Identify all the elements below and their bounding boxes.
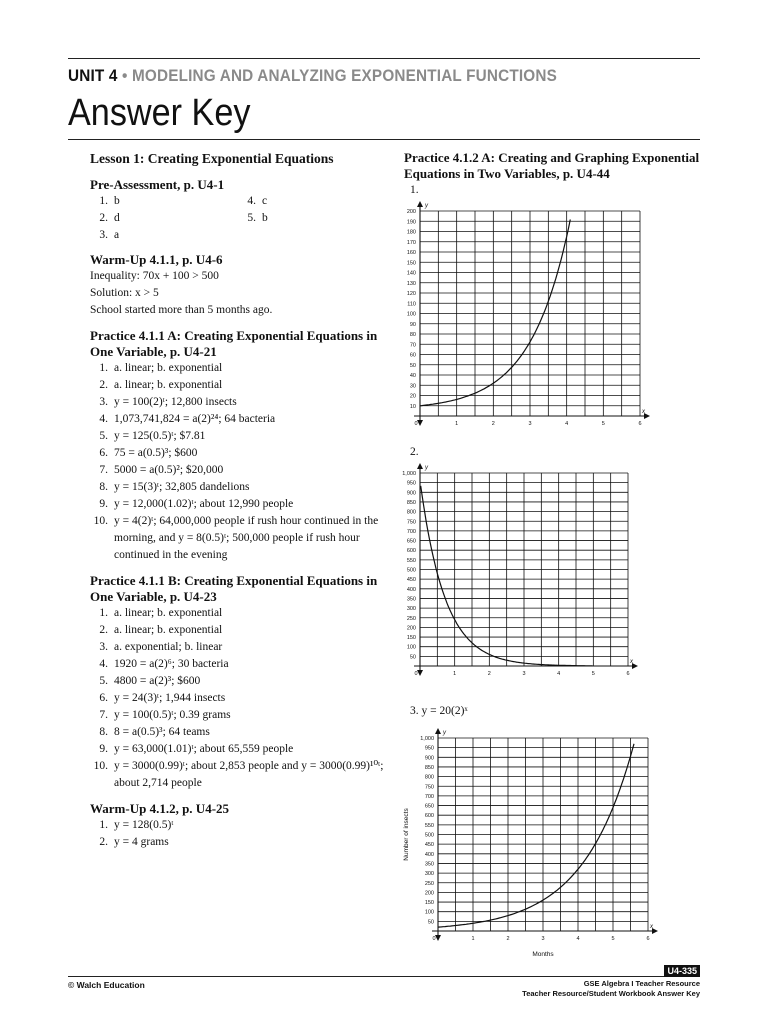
series-curve <box>438 744 634 927</box>
x-tick-label: 5 <box>601 421 605 427</box>
list-item <box>90 193 120 210</box>
y-tick-label: 550 <box>406 557 416 564</box>
page-number: U4-335 <box>664 965 700 977</box>
y-tick-label: 350 <box>406 596 416 603</box>
item-number: 2. <box>99 379 108 391</box>
item-number: 5. <box>99 675 108 687</box>
warmup-line: School started more than 5 months ago. <box>90 304 273 316</box>
item-number: 6. <box>99 447 108 459</box>
y-tick-label: 750 <box>406 519 416 526</box>
y-axis-name: y <box>443 730 446 736</box>
item-text: a <box>114 229 120 241</box>
item-number: 3. <box>99 229 108 241</box>
item-number: 1. <box>99 362 108 374</box>
footer-credits <box>522 979 700 999</box>
page-title: Answer Key <box>68 92 251 134</box>
graph-3-equation: y = 20(2)ˣ <box>421 705 468 717</box>
y-tick-label: 50 <box>409 362 416 369</box>
practice-411a-title: Practice 4.1.1 A: Creating Exponential Equations in One Variable, p. U4-21 <box>90 328 378 359</box>
list-item <box>90 462 390 479</box>
y-tick-label: 200 <box>406 209 416 215</box>
item-number: 8. <box>99 481 108 493</box>
right-column <box>404 150 704 182</box>
y-tick-label: 400 <box>406 586 416 593</box>
y-tick-label: 250 <box>424 880 434 887</box>
list-item <box>90 834 390 851</box>
y-tick-label: 200 <box>424 890 434 897</box>
item-text: 4800 = a(2)³; $600 <box>114 675 201 687</box>
y-tick-label: 50 <box>409 654 416 661</box>
y-tick-label: 1,000 <box>402 471 416 477</box>
warmup-411-title: Warm-Up 4.1.1, p. U4-6 <box>90 252 223 267</box>
y-tick-label: 140 <box>406 270 416 277</box>
y-tick-label: 600 <box>424 813 434 820</box>
graph-1-label: 1. <box>410 184 419 196</box>
item-text: y = 3000(0.99)ᵗ; about 2,853 people and y = 3000(0.99)¹⁰ᵗ; about 2,714 people <box>114 760 384 789</box>
warmup-412-list <box>90 817 390 851</box>
warmup-412-title: Warm-Up 4.1.2, p. U4-25 <box>90 801 230 816</box>
item-text: a. exponential; b. linear <box>114 641 223 653</box>
x-tick-label: 6 <box>626 671 630 677</box>
item-text: 1920 = a(2)⁶; 30 bacteria <box>114 658 229 670</box>
x-tick-label: 3 <box>528 421 532 427</box>
unit-heading <box>68 66 557 86</box>
y-tick-label: 600 <box>406 548 416 555</box>
list-item <box>90 639 390 656</box>
y-tick-label: 950 <box>424 745 434 752</box>
x-tick-label: 0 <box>414 671 418 677</box>
y-tick-label: 700 <box>424 793 434 800</box>
list-item <box>238 210 268 227</box>
item-number: 4. <box>247 195 256 207</box>
item-text: a. linear; b. exponential <box>114 362 223 374</box>
item-text: y = 125(0.5)ᵗ; $7.81 <box>114 430 206 442</box>
item-number: 1. <box>99 607 108 619</box>
item-text: y = 100(0.5)ᵗ; 0.39 grams <box>114 709 231 721</box>
list-item <box>90 656 390 673</box>
x-tick-label: 4 <box>576 936 580 942</box>
item-number: 4. <box>99 413 108 425</box>
y-tick-label: 50 <box>427 919 434 926</box>
y-axis-arrow-down <box>417 670 423 676</box>
y-tick-label: 450 <box>424 842 434 849</box>
list-item <box>90 513 390 564</box>
footer-line-2: Teacher Resource/Student Workbook Answer Key <box>522 989 700 998</box>
y-tick-label: 100 <box>424 909 434 916</box>
y-axis-arrow-down <box>435 935 441 941</box>
graph-3 <box>398 723 666 963</box>
list-item <box>90 360 390 377</box>
pre-assessment-list-2 <box>238 193 268 227</box>
y-tick-label: 1,000 <box>420 736 434 742</box>
practice-411b-list <box>90 605 390 792</box>
item-text: a. linear; b. exponential <box>114 379 223 391</box>
y-tick-label: 450 <box>406 577 416 584</box>
y-tick-label: 10 <box>409 403 416 410</box>
x-tick-label: 2 <box>506 936 510 942</box>
item-text: 75 = a(0.5)³; $600 <box>114 447 198 459</box>
x-tick-label: 4 <box>557 671 561 677</box>
y-tick-label: 80 <box>409 332 416 338</box>
y-axis-name: y <box>425 203 428 209</box>
item-text: a. linear; b. exponential <box>114 607 223 619</box>
item-number: 8. <box>99 726 108 738</box>
graph-2 <box>398 458 648 680</box>
copyright: © Walch Education <box>68 980 145 990</box>
item-number: 2. <box>99 624 108 636</box>
list-item <box>90 758 390 792</box>
list-item <box>90 411 390 428</box>
item-number: 3. <box>99 396 108 408</box>
x-axis-name: x <box>642 409 645 415</box>
left-column <box>90 150 390 851</box>
x-tick-label: 6 <box>638 421 642 427</box>
item-number: 9. <box>99 743 108 755</box>
y-tick-label: 700 <box>406 528 416 535</box>
warmup-line: Solution: x > 5 <box>90 287 159 299</box>
item-text: y = 24(3)ᵗ; 1,944 insects <box>114 692 226 704</box>
item-text: 5000 = a(0.5)²; $20,000 <box>114 464 224 476</box>
item-text: b <box>114 195 120 207</box>
item-text: y = 4 grams <box>114 836 169 848</box>
y-tick-label: 350 <box>424 861 434 868</box>
y-tick-label: 20 <box>409 393 416 400</box>
warmup-line: Inequality: 70x + 100 > 500 <box>90 270 219 282</box>
list-item <box>90 741 390 758</box>
item-number: 7. <box>99 709 108 721</box>
x-tick-label: 1 <box>471 936 475 942</box>
y-tick-label: 70 <box>409 342 416 349</box>
item-text: a. linear; b. exponential <box>114 624 223 636</box>
y-tick-label: 900 <box>406 490 416 497</box>
y-tick-label: 850 <box>406 499 416 506</box>
y-tick-label: 750 <box>424 784 434 791</box>
graph-3-label <box>410 705 468 717</box>
item-number: 10. <box>93 760 108 772</box>
x-axis-label: Months <box>532 951 554 958</box>
practice-412a-title: Practice 4.1.2 A: Creating and Graphing Exponential Equations in Two Variables, p. U4-44 <box>404 150 700 181</box>
x-tick-label: 3 <box>541 936 545 942</box>
y-tick-label: 550 <box>424 822 434 829</box>
y-tick-label: 500 <box>406 567 416 574</box>
footer-line-1: GSE Algebra I Teacher Resource <box>583 979 700 988</box>
x-tick-label: 0 <box>414 421 418 427</box>
x-tick-label: 3 <box>522 671 526 677</box>
list-item <box>90 428 390 445</box>
unit-title: MODELING AND ANALYZING EXPONENTIAL FUNCTIONS <box>131 66 557 85</box>
x-axis-name: x <box>630 659 633 665</box>
y-tick-label: 30 <box>409 383 416 390</box>
item-text: 8 = a(0.5)³; 64 teams <box>114 726 210 738</box>
x-tick-label: 6 <box>646 936 650 942</box>
list-item <box>90 496 390 513</box>
list-item <box>238 193 268 210</box>
x-axis-name: x <box>650 924 653 930</box>
pre-assessment-title: Pre-Assessment, p. U4-1 <box>90 177 225 192</box>
y-axis-arrow <box>417 201 423 207</box>
footer-rule <box>68 976 700 977</box>
list-item <box>90 707 390 724</box>
item-number: 5. <box>99 430 108 442</box>
y-tick-label: 150 <box>406 260 416 267</box>
item-text: y = 12,000(1.02)ᵗ; about 12,990 people <box>114 498 294 510</box>
graph-1 <box>398 196 656 436</box>
item-number: 1. <box>99 819 108 831</box>
list-item <box>90 394 390 411</box>
x-tick-label: 5 <box>611 936 615 942</box>
top-rule <box>68 58 700 59</box>
list-item <box>90 817 390 834</box>
y-tick-label: 160 <box>406 250 416 256</box>
item-text: y = 15(3)ᵗ; 32,805 dandelions <box>114 481 250 493</box>
y-axis-name: y <box>425 465 428 471</box>
y-tick-label: 300 <box>424 871 434 878</box>
practice-411b-title: Practice 4.1.1 B: Creating Exponential Equations in One Variable, p. U4-23 <box>90 573 378 604</box>
pre-assessment-answers <box>90 193 390 244</box>
y-axis-arrow <box>417 463 423 469</box>
x-tick-label: 4 <box>565 421 569 427</box>
item-number: 10. <box>93 515 108 527</box>
list-item <box>90 227 120 244</box>
y-tick-label: 950 <box>406 480 416 487</box>
warmup-411-lines <box>90 268 390 319</box>
y-tick-label: 150 <box>424 900 434 907</box>
y-tick-label: 850 <box>424 764 434 771</box>
y-tick-label: 60 <box>409 352 416 359</box>
y-tick-label: 150 <box>406 635 416 642</box>
y-tick-label: 800 <box>406 509 416 516</box>
y-tick-label: 100 <box>406 644 416 651</box>
item-number: 3. <box>99 641 108 653</box>
item-text: b <box>262 212 268 224</box>
y-tick-label: 200 <box>406 625 416 632</box>
x-tick-label: 0 <box>432 936 436 942</box>
y-tick-label: 130 <box>406 280 416 287</box>
y-tick-label: 110 <box>407 301 416 308</box>
item-number: 2. <box>99 212 108 224</box>
item-text: c <box>262 195 268 207</box>
y-tick-label: 800 <box>424 774 434 781</box>
lesson-title: Lesson 1: Creating Exponential Equations <box>90 151 334 166</box>
list-item <box>90 377 390 394</box>
x-tick-label: 1 <box>455 421 459 427</box>
series-curve <box>420 220 570 406</box>
title-rule <box>68 139 700 140</box>
list-item <box>90 622 390 639</box>
x-tick-label: 2 <box>487 671 491 677</box>
list-item <box>90 479 390 496</box>
y-axis-arrow-down <box>417 420 423 426</box>
item-text: y = 100(2)ᵗ; 12,800 insects <box>114 396 237 408</box>
unit-bullet: • <box>121 66 128 85</box>
graph-2-label: 2. <box>410 446 419 458</box>
graph-3-number: 3. <box>410 705 419 717</box>
y-tick-label: 40 <box>409 373 416 379</box>
item-text: y = 63,000(1.01)ᵗ; about 65,559 people <box>114 743 294 755</box>
item-number: 9. <box>99 498 108 510</box>
y-tick-label: 170 <box>406 239 416 246</box>
list-item <box>90 605 390 622</box>
y-tick-label: 250 <box>406 615 416 622</box>
item-number: 1. <box>99 195 108 207</box>
x-tick-label: 2 <box>491 421 495 427</box>
y-tick-label: 500 <box>424 832 434 839</box>
unit-number: UNIT 4 <box>68 66 118 85</box>
x-tick-label: 5 <box>591 671 595 677</box>
item-text: 1,073,741,824 = a(2)²⁴; 64 bacteria <box>114 413 276 425</box>
item-number: 2. <box>99 836 108 848</box>
y-tick-label: 120 <box>406 291 416 297</box>
item-number: 7. <box>99 464 108 476</box>
y-tick-label: 180 <box>406 229 416 236</box>
item-text: y = 128(0.5)ᵗ <box>114 819 174 831</box>
x-tick-label: 1 <box>453 671 457 677</box>
pre-assessment-list-1 <box>90 193 120 244</box>
list-item <box>90 690 390 707</box>
list-item <box>90 210 120 227</box>
item-text: d <box>114 212 120 224</box>
item-number: 4. <box>99 658 108 670</box>
item-number: 6. <box>99 692 108 704</box>
y-tick-label: 90 <box>409 321 416 328</box>
y-tick-label: 190 <box>406 219 416 226</box>
y-tick-label: 300 <box>406 606 416 613</box>
y-tick-label: 650 <box>406 538 416 545</box>
item-number: 5. <box>247 212 256 224</box>
list-item <box>90 445 390 462</box>
y-tick-label: 900 <box>424 755 434 762</box>
item-text: y = 4(2)ᵗ; 64,000,000 people if rush hour continued in the morning, and y = 8(0.5)ᵗ; 500,000 people if rush hour continued in the evening <box>114 515 379 561</box>
y-tick-label: 100 <box>406 311 416 318</box>
y-tick-label: 400 <box>424 851 434 858</box>
y-axis-label: Number of insects <box>403 808 410 861</box>
y-axis-arrow <box>435 728 441 734</box>
y-tick-label: 650 <box>424 803 434 810</box>
list-item <box>90 673 390 690</box>
list-item <box>90 724 390 741</box>
practice-411a-list <box>90 360 390 564</box>
